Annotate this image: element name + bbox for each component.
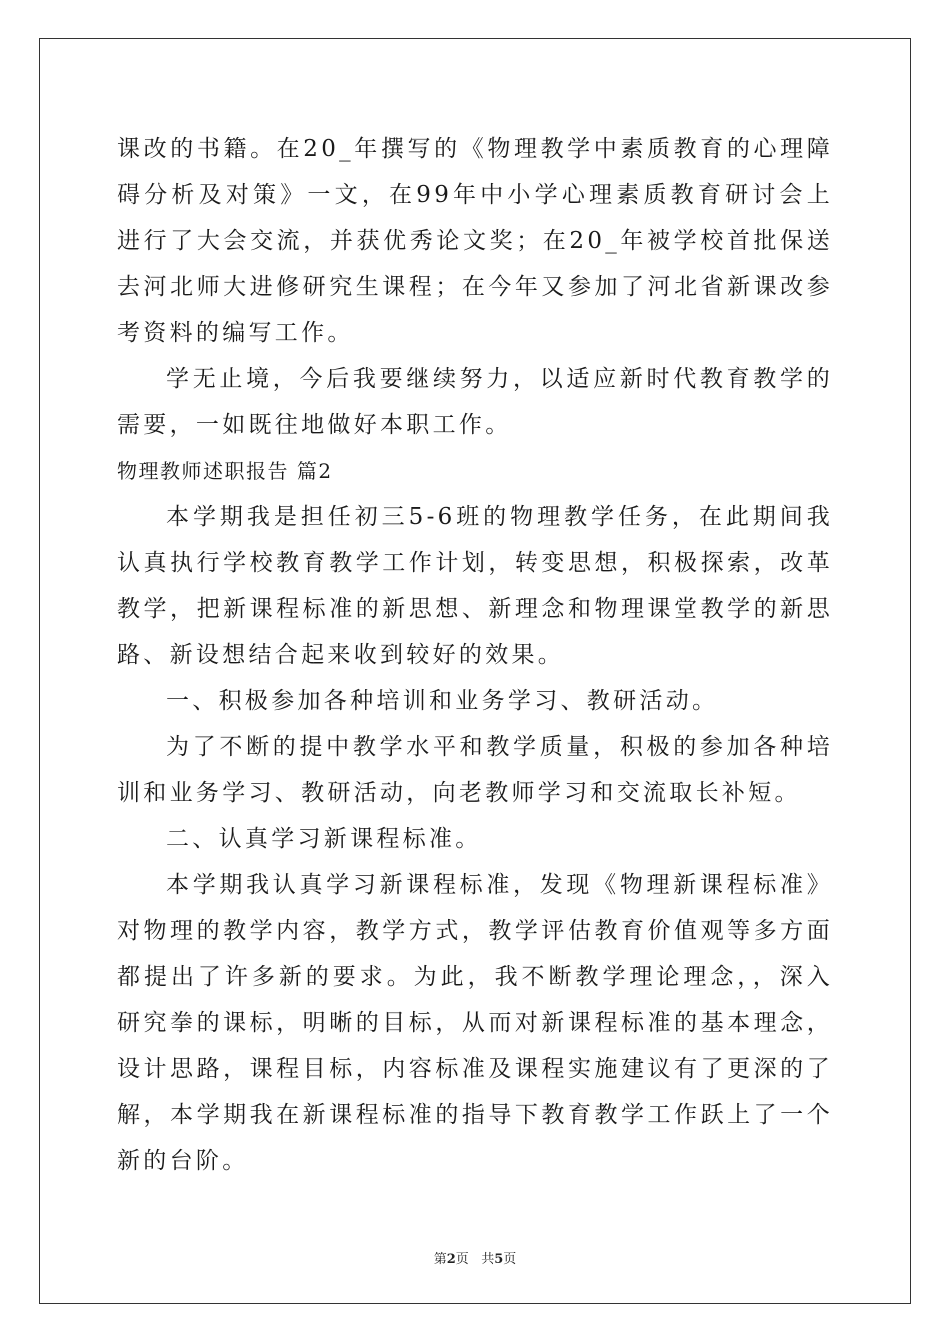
paragraph: 为了不断的提中教学水平和教学质量，积极的参加各种培训和业务学习、教研活动，向老教师学习和交流取长补短。 xyxy=(117,734,833,806)
page-footer xyxy=(0,1248,950,1267)
paragraph: 课改的书籍。在20_年撰写的《物理教学中素质教育的心理障碍分析及对策》一文，在99年中小学心理素质教育研讨会上进行了大会交流，并获优秀论文奖；在20_年被学校首批保送去河北师大进修研究生课程；在今年又参加了河北省新课改参考资料的编写工作。 xyxy=(117,136,833,346)
footer-total-pages: 5 xyxy=(494,1252,504,1267)
paragraph: 本学期我认真学习新课程标准，发现《物理新课程标准》对物理的教学内容，教学方式，教学评估教育价值观等多方面都提出了许多新的要求。为此，我不断教学理论理念，，深入研究拳的课标，明晰的目标，从而对新课程标准的基本理念，设计思路，课程目标，内容标准及课程实施建议有了更深的了解，本学期我在新课程标准的指导下教育教学工作跃上了一个新的台阶。 xyxy=(117,872,833,1174)
subheading: 二、认真学习新课程标准。 xyxy=(166,826,482,852)
document-body xyxy=(117,126,833,1184)
paragraph: 学无止境，今后我要继续努力，以适应新时代教育教学的需要，一如既往地做好本职工作。 xyxy=(117,366,833,438)
paragraph: 本学期我是担任初三5-6班的物理教学任务，在此期间我认真执行学校教育教学工作计划，转变思想，积极探索，改革教学，把新课程标准的新思想、新理念和物理课堂教学的新思路、新设想结合起来收到较好的效果。 xyxy=(117,504,833,668)
footer-page-suffix: 页 xyxy=(455,1252,469,1267)
subheading: 一、积极参加各种培训和业务学习、教研活动。 xyxy=(166,688,719,714)
section-heading: 物理教师述职报告 篇2 xyxy=(117,459,333,483)
footer-page-prefix: 第 xyxy=(433,1252,447,1267)
footer-total-suffix: 页 xyxy=(503,1252,517,1267)
footer-total-prefix: 共 xyxy=(481,1252,495,1267)
footer-current-page: 2 xyxy=(446,1252,456,1267)
